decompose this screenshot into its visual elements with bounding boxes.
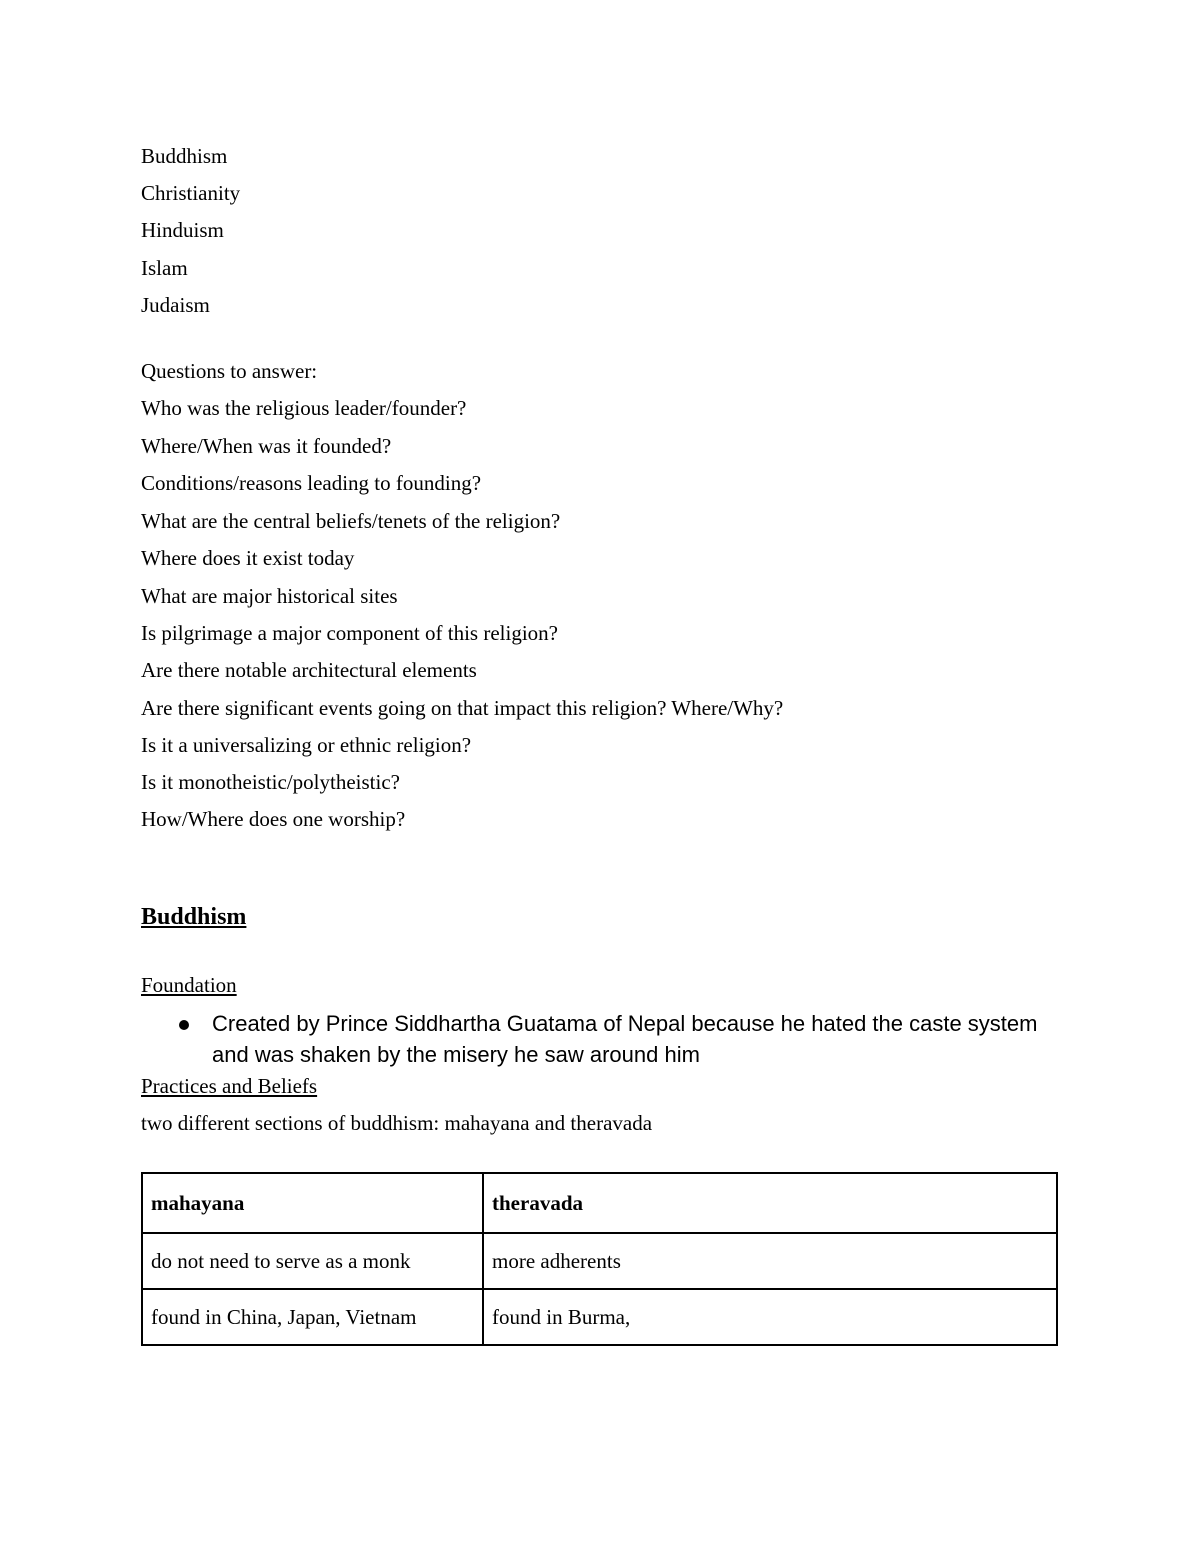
question-item: How/Where does one worship? [141,807,406,831]
question-item: Where does it exist today [141,546,355,570]
religion-item: Buddhism [141,144,228,168]
question-item: What are major historical sites [141,584,398,608]
foundation-label: Foundation [141,973,237,997]
table-cell: found in Burma, [483,1289,1057,1345]
religion-item: Hinduism [141,218,224,242]
question-item: What are the central beliefs/tenets of the religion? [141,509,561,533]
question-item: Where/When was it founded? [141,434,392,458]
foundation-bullet-text: Created by Prince Siddhartha Guatama of Nepal because he hated the caste system and was shaken by the misery he saw around him [212,1011,1038,1067]
practices-text: two different sections of buddhism: mahayana and theravada [141,1111,653,1135]
section-heading: Buddhism [141,904,247,930]
comparison-table [141,1172,1058,1346]
question-item: Conditions/reasons leading to founding? [141,471,482,495]
religion-item: Islam [141,256,188,280]
bullet-dot-icon [179,1020,189,1030]
table-row [142,1233,1057,1289]
question-item: Is it a universalizing or ethnic religion? [141,733,472,757]
religion-item: Christianity [141,181,241,205]
table-cell: more adherents [483,1233,1057,1289]
question-item: Is pilgrimage a major component of this religion? [141,621,558,645]
table-cell: do not need to serve as a monk [142,1233,483,1289]
table-row [142,1289,1057,1345]
questions-title: Questions to answer: [141,359,318,383]
table-header-cell: theravada [483,1173,1057,1233]
practices-label: Practices and Beliefs [141,1074,318,1098]
question-item: Are there significant events going on that impact this religion? Where/Why? [141,696,784,720]
table-header-row [142,1173,1057,1233]
question-item: Are there notable architectural elements [141,658,477,682]
table-header-cell: mahayana [142,1173,483,1233]
question-item: Who was the religious leader/founder? [141,396,467,420]
question-item: Is it monotheistic/polytheistic? [141,770,400,794]
table-cell: found in China, Japan, Vietnam [142,1289,483,1345]
religion-item: Judaism [141,293,210,317]
